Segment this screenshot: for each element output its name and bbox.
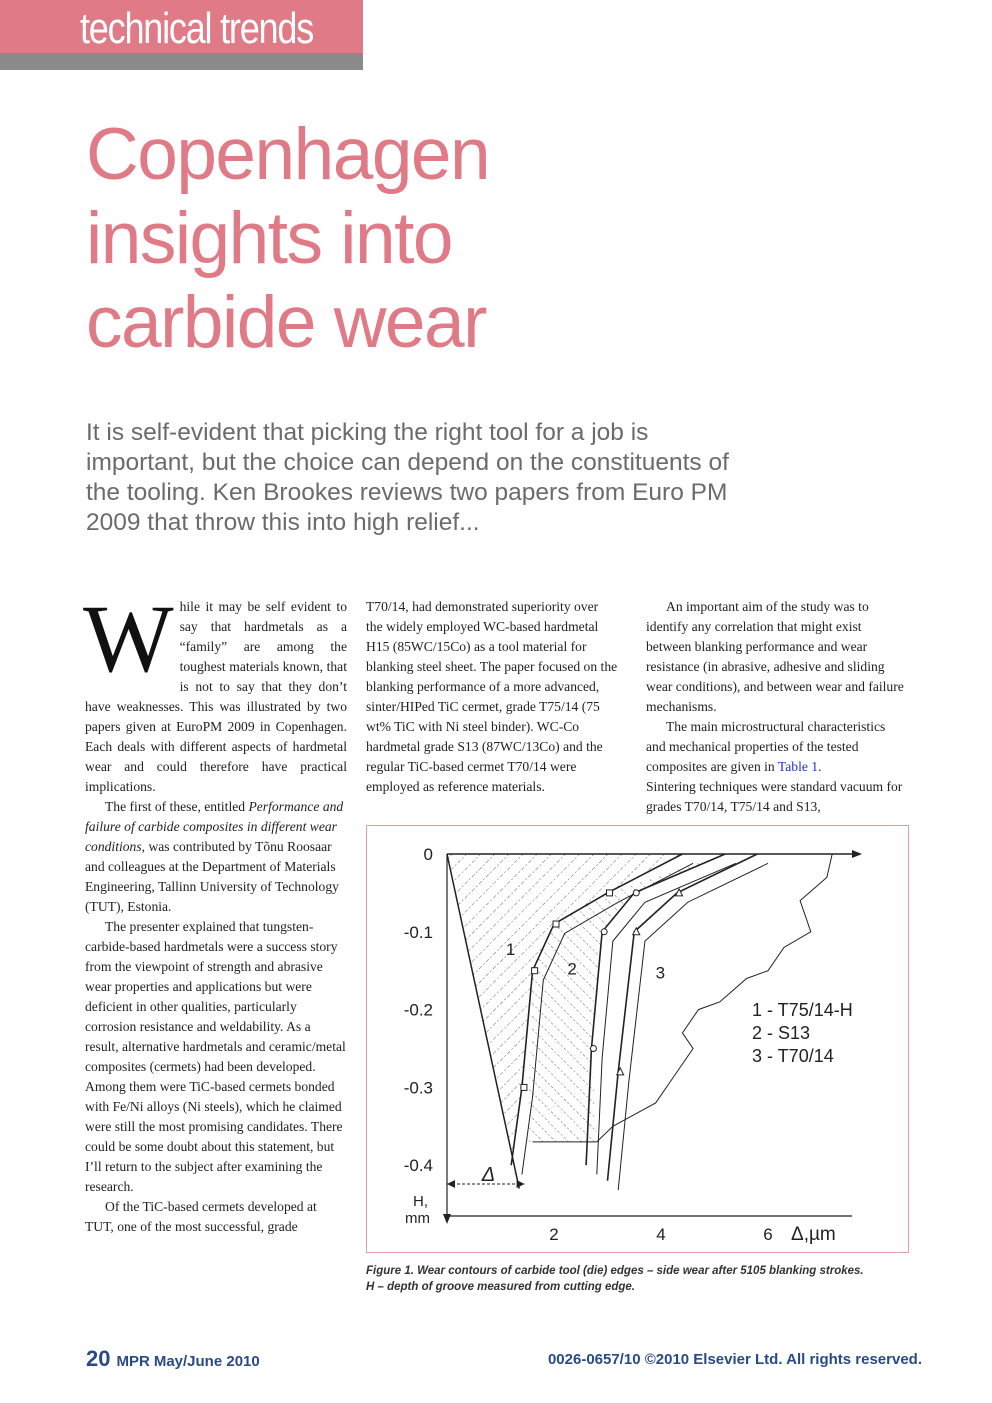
drop-cap: W: [83, 585, 174, 692]
paragraph-2-end: , was contributed by Tõnu Roosaar and colleagues at the Department of Materials Engineering, Tallinn University of Technology (TUT), Estonia.: [85, 839, 339, 914]
series-1-marker-1: [521, 1084, 527, 1090]
series-1-marker-4: [607, 890, 613, 896]
standfirst-line-3: the tooling. Ken Brookes reviews two papers from Euro PM: [86, 479, 728, 506]
series-1-label: 1: [505, 940, 516, 960]
series-1-marker-2: [532, 968, 538, 974]
series-2-marker-1: [590, 1046, 596, 1052]
standfirst: [86, 418, 766, 538]
y-axis-label: H,: [413, 1193, 428, 1210]
series-3-inner-line: [618, 863, 768, 1190]
y-axis-unit: mm: [405, 1210, 430, 1227]
magazine-name: MPR: [116, 1353, 150, 1370]
series-2-marker-3: [633, 890, 639, 896]
section-title: technical trends: [80, 4, 314, 53]
body-column-1: [83, 585, 347, 1237]
paragraph-7-start: The main microstructural characteristics and mechanical properties of the tested composites are given in: [646, 719, 886, 774]
legend-entry: 2 - S13: [752, 1023, 811, 1043]
headline-line-1: Copenhagen: [86, 114, 490, 195]
standfirst-line-1: It is self-evident that picking the right tool for a job is: [86, 419, 649, 446]
delta-arrow-left: [447, 1180, 455, 1188]
series-2-label: 2: [567, 959, 577, 979]
section-banner: [0, 0, 363, 70]
y-tick-label: 0: [423, 845, 433, 864]
caption-line-2: H – depth of groove measured from cutting edge.: [366, 1281, 636, 1293]
x-tick-label: 2: [549, 1225, 559, 1244]
hatch-regions: [447, 854, 725, 1181]
series-1-marker-3: [553, 921, 559, 927]
figure-1: [366, 825, 909, 1253]
legend-entry: 3 - T70/14: [752, 1046, 834, 1066]
y-tick-label: -0.4: [403, 1156, 433, 1176]
caption-line-1: Figure 1. Wear contours of carbide tool (die) edges – side wear after 5105 blanking strokes.: [366, 1265, 864, 1277]
x-tick-label: 6: [763, 1225, 773, 1244]
x-axis-arrow: [852, 850, 862, 858]
paragraph-7-end: .: [818, 759, 822, 774]
standfirst-line-2: important, but the choice can depend on the constituents of: [86, 449, 729, 476]
figure-caption: [366, 1263, 926, 1295]
paragraph-7: [646, 717, 908, 777]
series-2-marker-2: [601, 929, 607, 935]
paragraph-5: T70/14, had demonstrated superiority over the widely employed WC-based hardmetal H15 (85WC/15Co) as a tool material for blanking steel sheet. The paper focused on the blanking performance of a more advanced, sinter/HIPed TiC cermet, grade T75/14 (75 wt% TiC with Ni steel binder). WC-Co hardmetal grade S13 (87WC/13Co) and the regular TiC-based cermet T70/14 were employed as reference materials.: [366, 599, 618, 794]
paragraph-2-start: The first of these, entitled: [105, 799, 249, 814]
paragraph-3: The presenter explained that tungsten-carbide-based hardmetals were a success story from the viewpoint of strength and abrasive wear properties and applications but were deficient in other qualities, particularly corrosion resistance and weldability. As a result, alternative hardmetals and ceramic/metal composites (cermets) had been developed. Among them were TiC-based cermets bonded with Fe/Ni alloys (Ni steels), which he claimed were still the most promising candidates. There could be some doubt about this statement, but I’ll return to the subject after examining the research.: [85, 919, 346, 1194]
body-column-2: [366, 597, 618, 797]
issue-date: May/June 2010: [153, 1353, 260, 1370]
x-tick-label: 4: [656, 1225, 666, 1244]
paragraph-8: Sintering techniques were standard vacuum for grades T70/14, T75/14 and S13,: [646, 779, 903, 814]
page-number: 20: [86, 1346, 111, 1371]
y-tick-label: -0.2: [403, 1000, 433, 1020]
paragraph-1: hile it may be self evident to say that hardmetals as a “family” are among the toughest materials known, that is not to say that they don’t have weaknesses. This was illustrated by two papers given at EuroPM 2009 in Copenhagen. Each deals with different aspects of hardmetal wear and could therefore have practical implications.: [85, 599, 347, 794]
series-3-label: 3: [655, 963, 666, 983]
series-3-line: [608, 854, 758, 1181]
table-1-link[interactable]: Table 1: [777, 759, 819, 774]
headline-line-3: carbide wear: [86, 282, 486, 363]
copyright-notice: 0026-0657/10 ©2010 Elsevier Ltd. All rights reserved.: [547, 1351, 922, 1368]
headline-line-2: insights into: [86, 198, 452, 279]
delta-label: Δ: [481, 1164, 496, 1186]
article-headline: [86, 113, 489, 365]
paragraph-2: [85, 797, 347, 917]
y-tick-label: -0.3: [403, 1078, 433, 1098]
paragraph-6: An important aim of the study was to identify any correlation that might exist between blanking performance and wear resistance (in abrasive, adhesive and sliding wear conditions), and between wear and failure mechanisms.: [646, 599, 904, 714]
paper-title: Performance and failure of carbide composites in different wear conditions: [85, 799, 344, 854]
body-column-3: [646, 597, 908, 817]
y-tick-label: -0.1: [403, 922, 433, 942]
delta-arrow-right: [517, 1180, 525, 1188]
x-axis-label: Δ,µm: [791, 1224, 836, 1245]
legend-entry: 1 - T75/14-H: [752, 1000, 853, 1020]
footer-left: [86, 1346, 260, 1372]
banner-strip: [0, 53, 363, 70]
paragraph-4: Of the TiC-based cermets developed at TUT, one of the most successful, grade: [85, 1199, 317, 1234]
standfirst-line-4: 2009 that throw this into high relief...: [86, 509, 480, 536]
wear-contour-chart: [367, 826, 908, 1252]
